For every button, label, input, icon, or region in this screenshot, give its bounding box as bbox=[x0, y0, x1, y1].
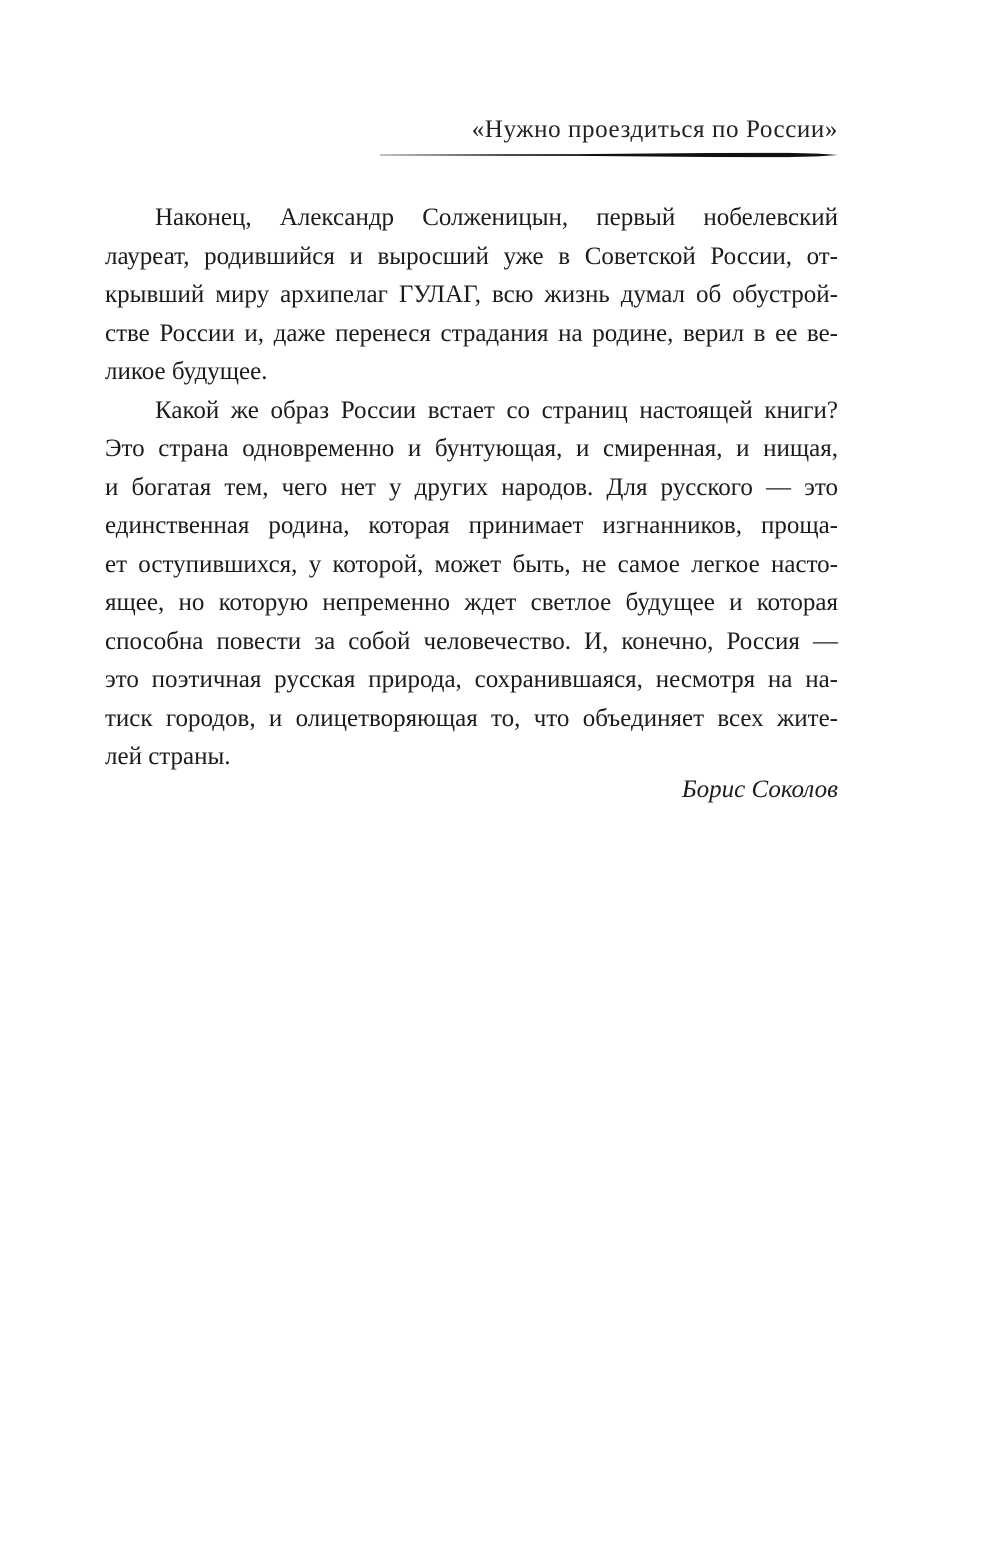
body-text bbox=[105, 199, 838, 777]
text-line: лауреат, родившийся и выросший уже в Советской России, от- bbox=[105, 242, 838, 270]
text-line: Это страна одновременно и бунтующая, и смиренная, и нищая, bbox=[105, 435, 838, 462]
author-signature: Борис Соколов bbox=[681, 776, 838, 803]
text-line: тиск городов, и олицетворяющая то, что объединяет всех жите- bbox=[105, 704, 838, 732]
paragraph bbox=[105, 392, 838, 777]
text-line: крывший миру архипелаг ГУЛАГ, всю жизнь думал об обустрой- bbox=[105, 281, 838, 308]
text-line: Наконец, Александр Солженицын, первый нобелевский bbox=[155, 204, 838, 231]
paragraph bbox=[105, 199, 838, 392]
text-line: и богатая тем, чего нет у других народов. Для русского — это bbox=[105, 473, 838, 501]
text-line: Какой же образ России встает со страниц настоящей книги? bbox=[155, 396, 838, 424]
running-header: «Нужно проездиться по России» bbox=[471, 116, 838, 143]
text-line: единственная родина, которая принимает изгнанников, проща- bbox=[105, 512, 838, 539]
text-line: ет оступившихся, у которой, может быть, не самое легкое насто- bbox=[105, 550, 838, 578]
text-line: ящее, но которую непременно ждет светлое будущее и которая bbox=[105, 589, 838, 616]
text-line: способна повести за собой человечество. И, конечно, Россия — bbox=[105, 627, 838, 655]
header-rule bbox=[378, 148, 840, 162]
text-line: лей страны. bbox=[105, 743, 231, 770]
text-line: это поэтичная русская природа, сохранившаяся, несмотря на на- bbox=[105, 666, 838, 693]
text-line: стве России и, даже перенеся страдания на родине, верил в ее ве- bbox=[105, 319, 838, 347]
text-line: ликое будущее. bbox=[105, 358, 268, 385]
